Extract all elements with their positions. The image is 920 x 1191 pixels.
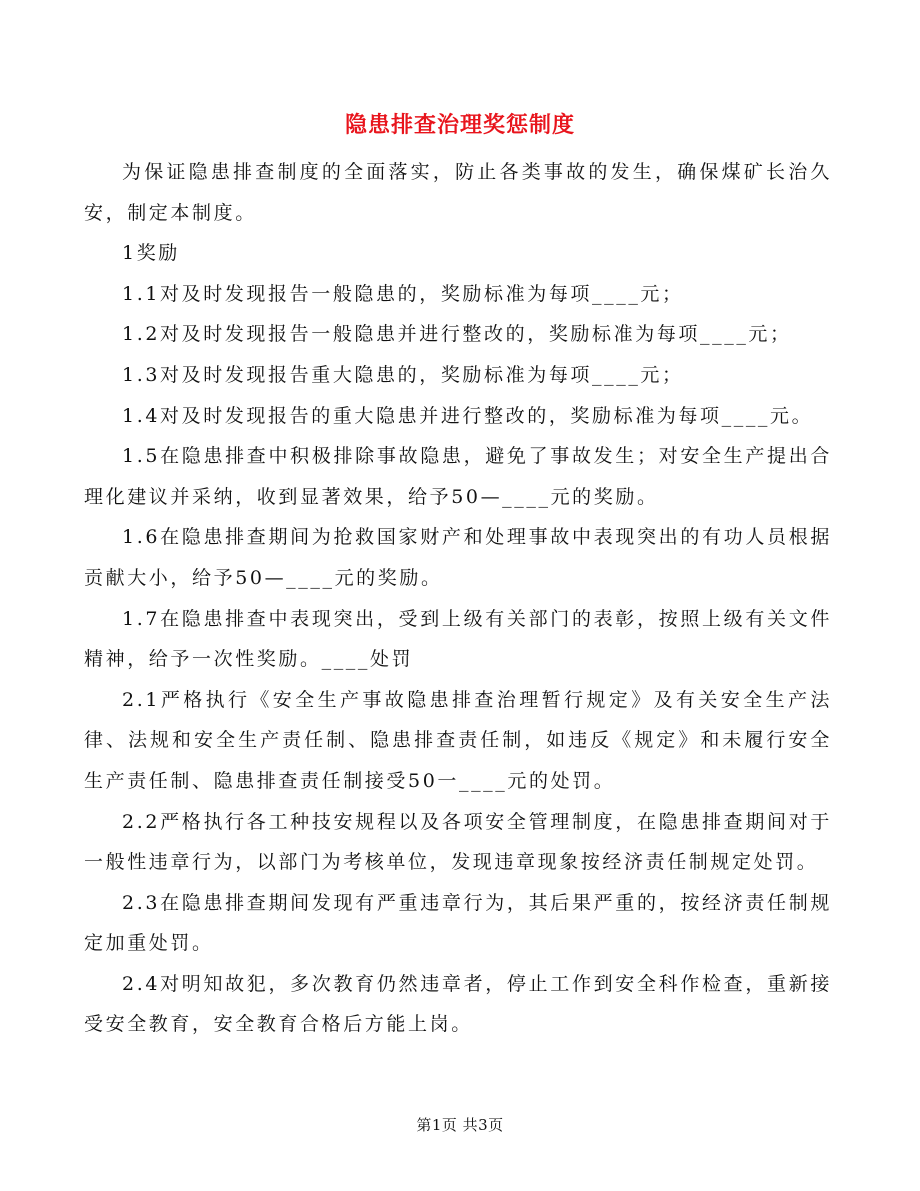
document-title: 隐患排查治理奖惩制度 — [344, 112, 575, 138]
document-body — [84, 152, 832, 1045]
paragraph-2-1: 2.1严格执行《安全生产事故隐患排查治理暂行规定》及有关安全生产法律、法规和安全生产责任制、隐患排查责任制，如违反《规定》和未履行安全生产责任制、隐患排查责任制接受50一____元的处罚。 — [84, 688, 832, 792]
paragraph-intro: 为保证隐患排查制度的全面落实，防止各类事故的发生，确保煤矿长治久安，制定本制度。 — [84, 161, 832, 224]
paragraph-1-3: 1.3对及时发现报告重大隐患的，奖励标准为每项____元； — [122, 363, 684, 386]
paragraph-1-5: 1.5在隐患排查中积极排除事故隐患，避免了事故发生；对安全生产提出合理化建议并采纳，收到显著效果，给予50—____元的奖励。 — [84, 445, 832, 508]
paragraph-2-3: 2.3在隐患排查期间发现有严重违章行为，其后果严重的，按经济责任制规定加重处罚。 — [84, 891, 832, 955]
paragraph-2-2: 2.2严格执行各工种技安规程以及各项安全管理制度，在隐患排查期间对于一般性违章行为，以部门为考核单位，发现违章现象按经济责任制规定处罚。 — [84, 810, 832, 874]
paragraph-1-2: 1.2对及时发现报告一般隐患并进行整改的，奖励标准为每项____元； — [122, 323, 792, 346]
page-number-footer: 第1页 共3页 — [416, 1116, 504, 1134]
paragraph-1-6: 1.6在隐患排查期间为抢救国家财产和处理事故中表现突出的有功人员根据贡献大小，给予50—____元的奖励。 — [84, 526, 832, 589]
section-heading-reward: 1奖励 — [122, 242, 180, 265]
paragraph-2-4: 2.4对明知故犯，多次教育仍然违章者，停止工作到安全科作检查，重新接受安全教育，安全教育合格后方能上岗。 — [84, 972, 832, 1036]
paragraph-1-4: 1.4对及时发现报告的重大隐患并进行整改的，奖励标准为每项____元。 — [122, 404, 814, 427]
paragraph-1-1: 1.1对及时发现报告一般隐患的，奖励标准为每项____元； — [122, 282, 684, 305]
paragraph-1-7: 1.7在隐患排查中表现突出，受到上级有关部门的表彰，按照上级有关文件精神，给予一次性奖励。____处罚 — [84, 607, 832, 671]
